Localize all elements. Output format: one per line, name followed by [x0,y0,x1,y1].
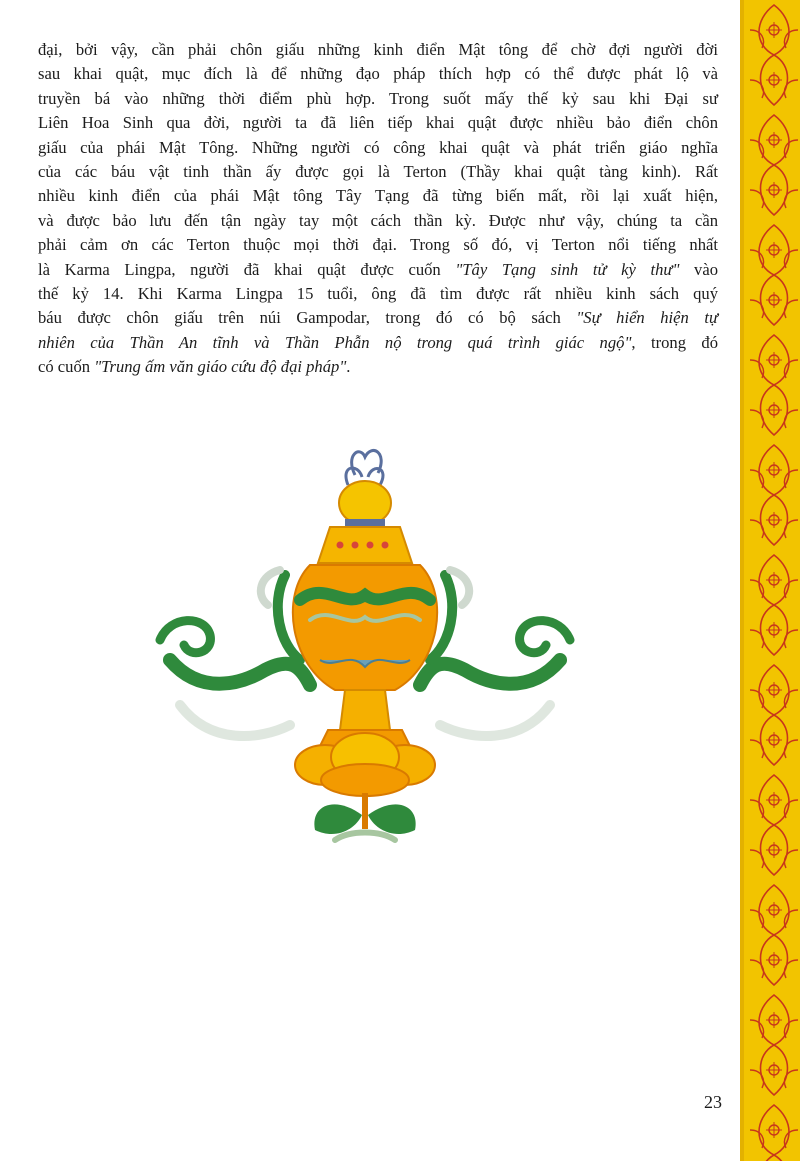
text-run: truyền bá vào những thời điểm phù hợp. Trong suốt mấy thế kỷ sau khi Đại sư [38,88,718,108]
text-line [38,87,718,111]
text-run: báu được chôn giấu trên núi Gampodar, trong đó có bộ sách [38,308,577,328]
text-run: và được bảo lưu đến tận ngày tay một cách thần kỳ. Được như vậy, chúng ta cần [38,210,718,230]
text-line [38,331,718,355]
text-run: vào [679,259,719,279]
text-run: có cuốn [38,357,95,377]
floral-pattern-icon [744,0,800,1161]
text-run: là Karma Lingpa, người đã khai quật được cuốn [38,259,456,279]
italic-title-text: "Tây Tạng sinh tử kỳ thư" [455,259,680,279]
text-run: . [346,357,351,377]
text-line [38,209,718,233]
text-line [38,62,718,86]
treasure-vase-icon [150,445,580,865]
text-line [38,282,718,306]
text-line [38,355,718,379]
page-number: 23 [704,1092,722,1112]
italic-title-text: "Sự hiển hiện tự [576,308,718,328]
text-run: của các báu vật tinh thần ấy được gọi là Terton (Thầy khai quật tàng kinh). Rất [38,161,718,181]
text-run: giấu của phái Mật Tông. Những người có công khai quật và phát triển giáo nghĩa [38,137,718,157]
text-line [38,111,718,135]
text-line [38,306,718,330]
text-run: sau khai quật, mục đích là để những đạo pháp thích hợp có thể được phát lộ và [38,64,718,84]
text-line [38,38,718,62]
italic-title-text: nhiên của Thần An tĩnh và Thần Phẫn nộ trong quá trình giác ngộ" [38,332,632,352]
text-line [38,258,718,282]
text-run: , trong đó [631,332,718,352]
italic-title-text: "Trung ấm văn giáo cứu độ đại pháp" [94,357,347,377]
text-run: phải cảm ơn các Terton thuộc mọi thời đại. Trong số đó, vị Terton nổi tiếng nhất [38,235,718,255]
text-run: Liên Hoa Sinh qua đời, người ta đã liên tiếp khai quật được nhiều bảo điển chôn [38,113,718,133]
text-run: thế kỷ 14. Khi Karma Lingpa 15 tuổi, ông đã tìm được rất nhiều kinh sách quý [38,283,718,303]
text-line [38,184,718,208]
text-run: nhiều kinh điển của phái Mật tông Tây Tạng đã từng biến mất, rồi lại xuất hiện, [38,186,718,206]
body-text [38,38,718,379]
text-line [38,233,718,257]
text-line [38,136,718,160]
text-line [38,160,718,184]
text-run: đại, bởi vậy, cần phải chôn giấu những kinh điển Mật tông để chờ đợi người đời [38,40,718,59]
decorative-border [740,0,800,1161]
